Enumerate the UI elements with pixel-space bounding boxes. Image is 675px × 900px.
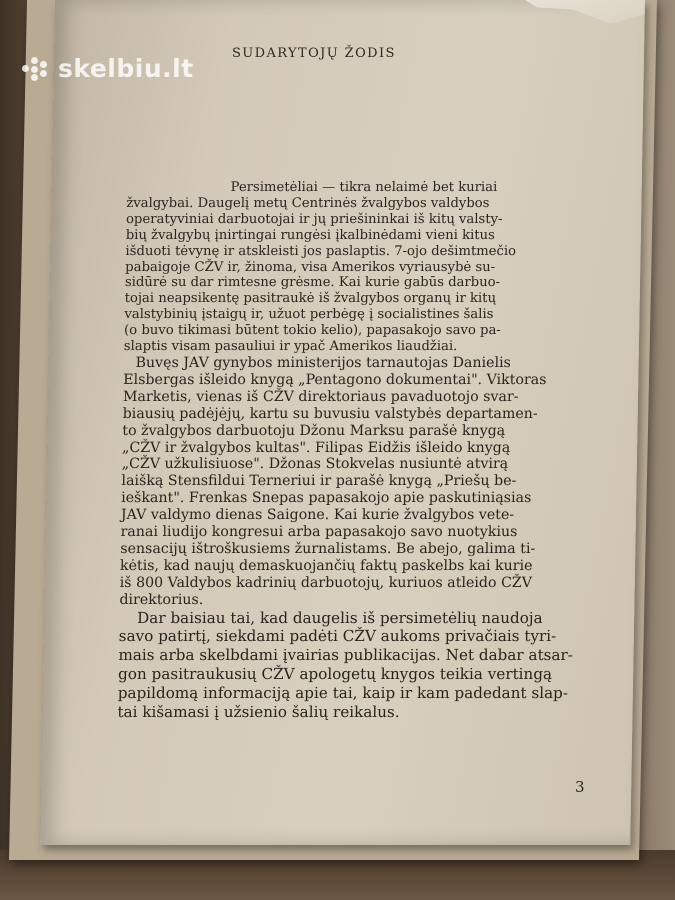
text-line: operatyviniai darbuotojai ir jų priešininkai iš kitų valsty- bbox=[125, 211, 503, 227]
watermark bbox=[22, 54, 194, 83]
text-line: biausių padėjėjų, kartu su buvusiu valstybės departamen- bbox=[122, 405, 538, 422]
text-line: Dar baisiau tai, kad daugelis iš persimetėlių naudoja bbox=[136, 608, 543, 627]
text-line: slaptis visam pasauliui ir ypač Amerikos liaudžiai. bbox=[123, 339, 458, 355]
text-line: Buvęs JAV gynybos ministerijos tarnautojas Danielis bbox=[135, 354, 512, 371]
text-line: „CŽV ir žvalgybos kultas". Filipas Eidžis išleido knygą bbox=[121, 439, 511, 456]
text-line: Persimetėliai — tikra nelaimė bet kuriai bbox=[230, 180, 498, 195]
text-line: tojai neapsikentę pasitraukė iš žvalgybos organų ir kitų bbox=[124, 291, 497, 307]
text-line: gon pasitraukusių CŽV apologetų knygos teikia vertingą bbox=[117, 665, 553, 684]
page-number: 3 bbox=[575, 778, 585, 796]
torn-corner bbox=[525, 0, 645, 24]
text-line: papildomą informaciją apie tai, kaip ir kam padedant slap- bbox=[117, 684, 569, 703]
text-line: (o buvo tikimasi būtent tokio kelio), papasakojo savo pa- bbox=[123, 323, 501, 339]
text-line: Elsbergas išleido knygą „Pentagono dokumentai". Viktoras bbox=[123, 371, 547, 388]
paragraph-1 bbox=[124, 180, 597, 355]
paragraph-3 bbox=[117, 609, 589, 722]
text-line: mais arba skelbdami įvairias publikacijas. Net dabar atsar- bbox=[118, 646, 574, 665]
text-line: ieškant". Frenkas Snepas papasakojo apie paskutiniąsias bbox=[121, 490, 532, 507]
text-line: bių žvalgybų įnirtingai rungėsi įkalbinėdami vieni kitus bbox=[125, 227, 496, 243]
text-line: direktorius. bbox=[119, 591, 204, 608]
text-line: tai kišamasi į užsienio šalių reikalus. bbox=[117, 703, 400, 722]
text-line: iš 800 Valdybos kadrinių darbuotojų, kuriuos atleido CŽV bbox=[119, 574, 533, 591]
text-line: sidūrė su dar rimtesne grėsme. Kai kurie gabūs darbuo- bbox=[124, 275, 501, 291]
page-body bbox=[117, 180, 596, 722]
page-heading: SUDARYTOJŲ ŽODIS bbox=[232, 46, 396, 61]
dots-logo-icon bbox=[22, 57, 52, 81]
text-line: sensacijų ištroškusiems žurnalistams. Be abejo, galima ti- bbox=[120, 540, 536, 557]
text-line: to žvalgybos darbuotoju Džonu Marksu parašė knygą bbox=[122, 422, 506, 439]
text-line: laišką Stensfildui Terneriui ir parašė knygą „Priešų be- bbox=[121, 473, 517, 490]
text-line: JAV valdymo dienas Saigone. Kai kurie žvalgybos vete- bbox=[120, 507, 515, 524]
paragraph-2 bbox=[119, 355, 593, 609]
text-line: valstybinių įstaigų ir, užuot perbėgę į socialistines šalis bbox=[124, 307, 494, 323]
text-line: Marketis, vienas iš CŽV direktoriaus pavaduotojo svar- bbox=[122, 388, 519, 405]
text-line: pabaigoje CŽV ir, žinoma, visa Amerikos vyriausybė su- bbox=[125, 259, 496, 275]
text-line: išduoti tėvynę ir atskleisti jos paslaptis. 7-ojo dešimtmečio bbox=[125, 243, 517, 259]
text-line: ranai liudijo kongresui arba papasakojo savo nuotykius bbox=[120, 524, 518, 541]
text-line: žvalgybai. Daugelį metų Centrinės žvalgybos valdybos bbox=[126, 195, 490, 211]
text-line: kėtis, kad naujų demaskuojančių faktų paskelbs kai kurie bbox=[119, 557, 533, 574]
text-line: „CŽV užkulisiuose". Džonas Stokvelas nusiuntė atvirą bbox=[121, 456, 509, 473]
watermark-text: skelbiu.lt bbox=[58, 54, 194, 83]
text-line: savo patirtį, siekdami padėti CŽV aukoms privačiais tyri- bbox=[118, 627, 557, 646]
